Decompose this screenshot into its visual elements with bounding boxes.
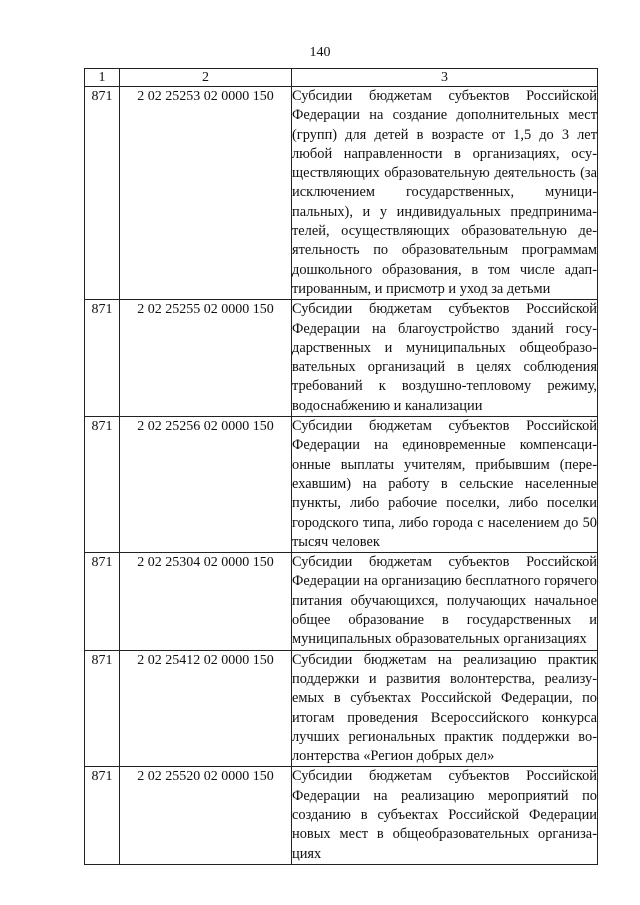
budget-code-cell: 2 02 25412 02 0000 150 bbox=[120, 650, 292, 767]
table-row bbox=[85, 417, 598, 553]
budget-classification-table bbox=[84, 68, 598, 865]
admin-code-cell: 871 bbox=[85, 650, 120, 767]
column-header-1: 1 bbox=[85, 69, 120, 87]
budget-code-cell: 2 02 25304 02 0000 150 bbox=[120, 553, 292, 650]
table-row bbox=[85, 87, 598, 300]
admin-code-cell: 871 bbox=[85, 300, 120, 417]
description-cell: Субсидии бюджетам субъектов Российской Федерации на благоустройство зданий государственных и муниципальных общеобразовательных организаций в целях соблюдения требований к воздушно-тепловому режиму, водоснабжению и канализации bbox=[292, 300, 598, 417]
description-cell: Субсидии бюджетам субъектов Российской Федерации на реализацию мероприятий по созданию в субъектах Российской Федерации новых мест в общеобразовательных организациях bbox=[292, 767, 598, 864]
budget-code-cell: 2 02 25520 02 0000 150 bbox=[120, 767, 292, 864]
admin-code-cell: 871 bbox=[85, 553, 120, 650]
page-number: 140 bbox=[309, 45, 331, 60]
table-row bbox=[85, 553, 598, 650]
table-row bbox=[85, 767, 598, 864]
budget-code-cell: 2 02 25253 02 0000 150 bbox=[120, 87, 292, 300]
description-cell: Субсидии бюджетам субъектов Российской Федерации на организацию бесплатного горячего питания обучающихся, получающих начальное общее образование в государственных и муниципальных образовательных организациях bbox=[292, 553, 598, 650]
column-header-3: 3 bbox=[292, 69, 598, 87]
admin-code-cell: 871 bbox=[85, 767, 120, 864]
description-cell: Субсидии бюджетам на реализацию практик поддержки и развития волонтерства, реализуемых в субъектах Российской Федерации, по итогам проведения Всероссийского конкурса лучших региональных практик поддержки волонтерства «Регион добрых дел» bbox=[292, 650, 598, 767]
table-header-row bbox=[85, 69, 598, 87]
admin-code-cell: 871 bbox=[85, 87, 120, 300]
budget-code-cell: 2 02 25255 02 0000 150 bbox=[120, 300, 292, 417]
budget-code-cell: 2 02 25256 02 0000 150 bbox=[120, 417, 292, 553]
table-row bbox=[85, 650, 598, 767]
table-row bbox=[85, 300, 598, 417]
description-cell: Субсидии бюджетам субъектов Российской Федерации на единовременные компенсационные выплаты учителям, прибывшим (переехавшим) на работу в сельские населенные пункты, либо рабочие поселки, либо поселки городского типа, либо города с населением до 50 тысяч человек bbox=[292, 417, 598, 553]
description-cell: Субсидии бюджетам субъектов Российской Федерации на создание дополнительных мест (групп) для детей в возрасте от 1,5 до 3 лет любой направленности в организациях, осуществляющих образовательную деятельность (за исключением государственных, муниципальных), и у индивидуальных предпринимателей, осуществляющих образовательную деятельность по образовательным программам дошкольного образования, в том числе адаптированным, и присмотр и уход за детьми bbox=[292, 87, 598, 300]
admin-code-cell: 871 bbox=[85, 417, 120, 553]
column-header-2: 2 bbox=[120, 69, 292, 87]
